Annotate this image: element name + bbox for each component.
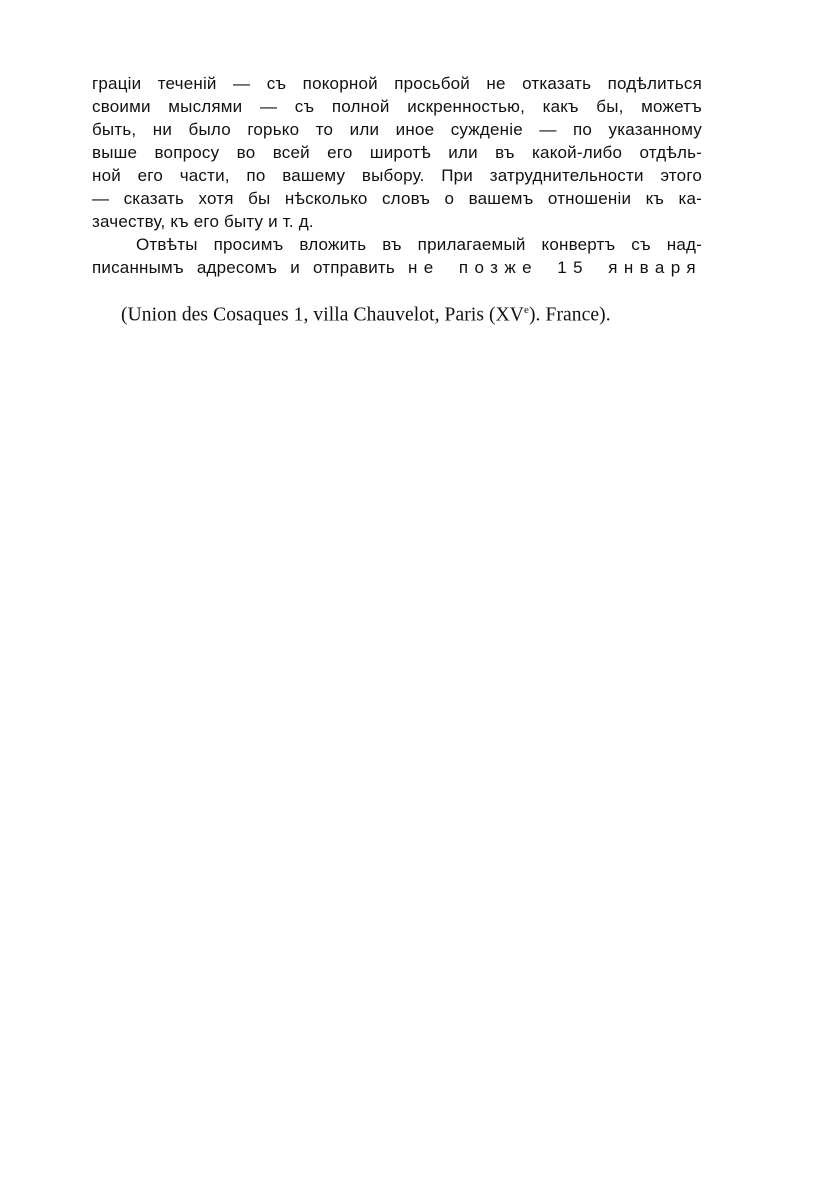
deadline-intro-text: писаннымъ адресомъ и отправить	[92, 258, 395, 277]
text-line: быть, ни было горько то или иное сужденіе — по указанному	[92, 120, 702, 139]
text-line: выше вопросу во всей его широтѣ или въ какой-либо отдѣль-	[92, 143, 702, 162]
text-line: ной его части, по вашему выбору. При затруднительности этого	[92, 166, 702, 185]
address-text: (Union des Cosaques 1, villa Chauvelot, Paris (XV	[121, 304, 524, 326]
address-superscript: e	[523, 304, 529, 316]
deadline-emphasis: не позже 15 января	[408, 258, 702, 277]
text-line: граціи теченій — съ покорной просьбой не отказать подѣлиться	[92, 74, 702, 93]
text-line: — сказать хотя бы нѣсколько словъ о вашемъ отношеніи къ ка-	[92, 189, 702, 208]
text-line: Отвѣты просимъ вложить въ прилагаемый конвертъ съ над-	[136, 235, 702, 254]
paragraph-request	[92, 72, 702, 233]
mailing-address	[121, 298, 611, 328]
text-line-deadline	[92, 256, 702, 279]
address-text-end: ). France).	[528, 304, 611, 326]
body-text	[92, 72, 702, 279]
text-line: своими мыслями — съ полной искренностью, какъ бы, можетъ	[92, 97, 702, 116]
paragraph-instructions	[92, 233, 702, 279]
text-line: зачеству, къ его быту и т. д.	[92, 212, 314, 231]
